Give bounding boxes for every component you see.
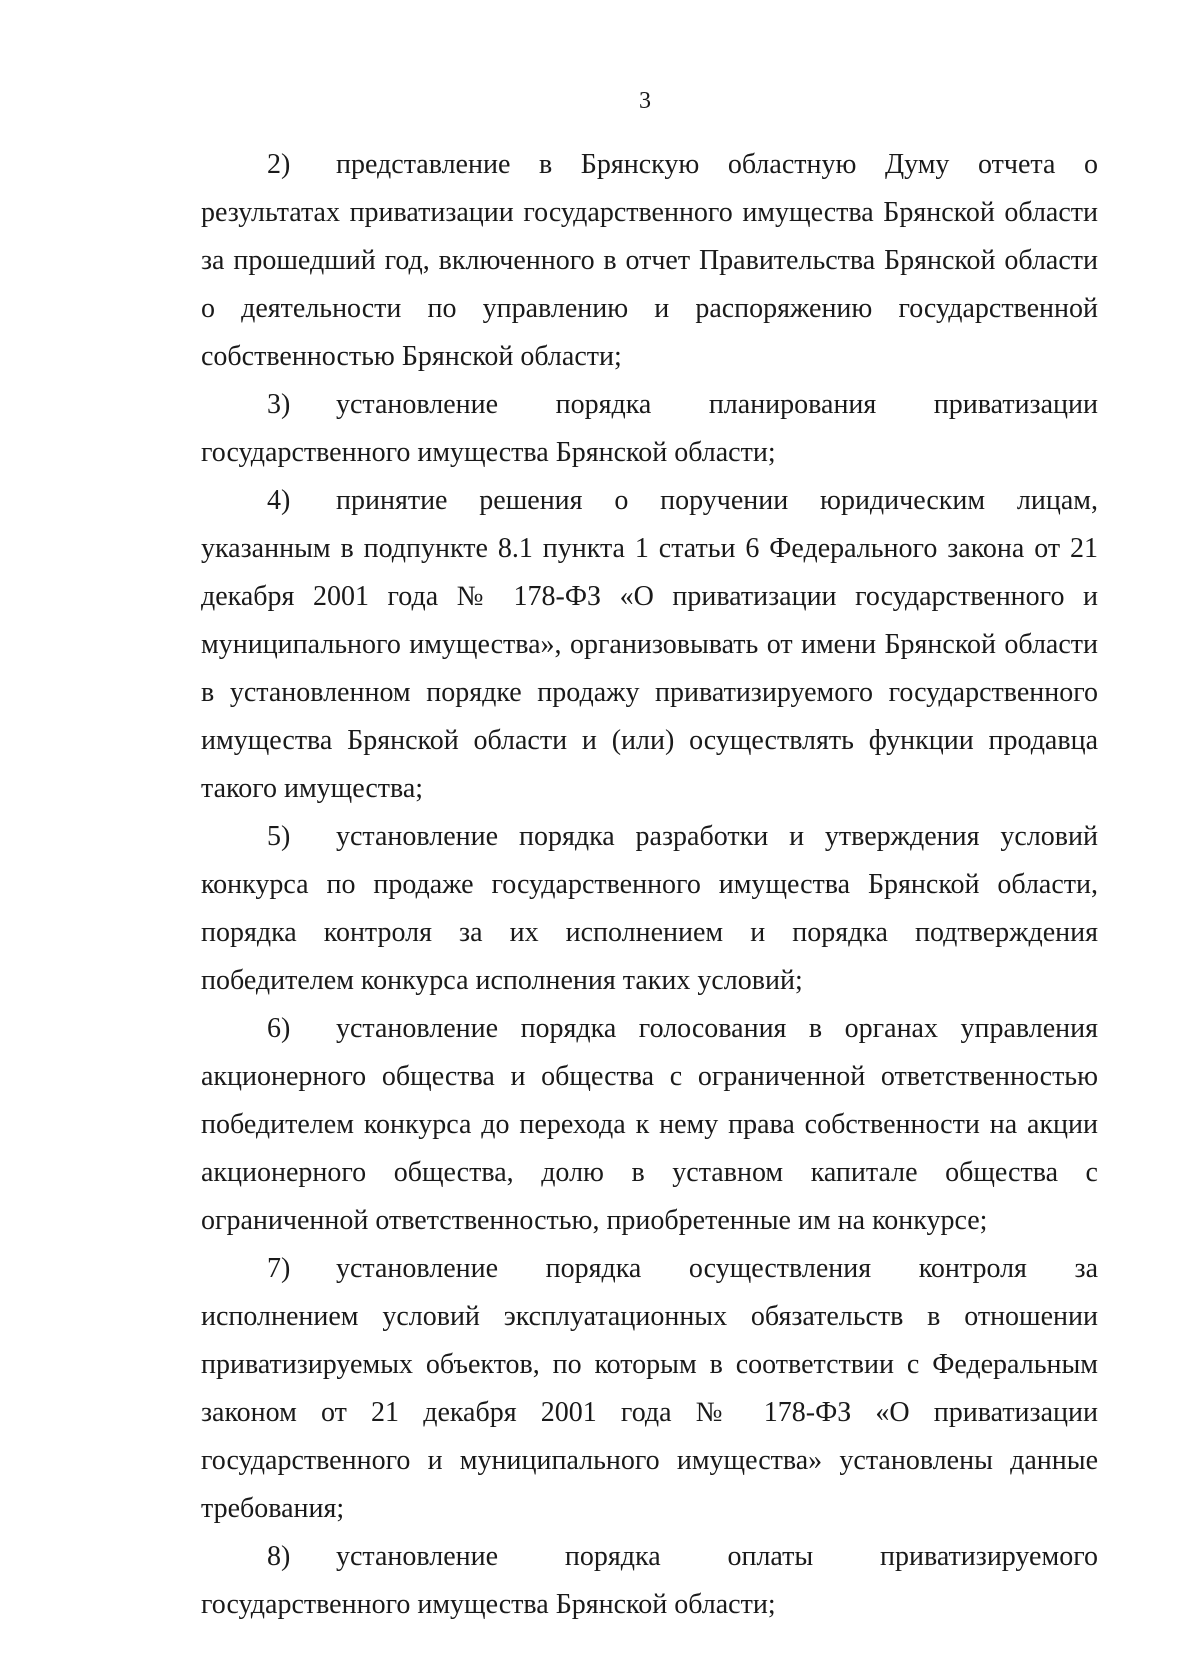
item-text: представление в Брянскую областную Думу отчета о результатах приватизации государственного имущества Брянской области за прошедший год, включенного в отчет Правительства Брянской области о деятельности по управлению и распоряжению государственной собственностью Брянской области; — [201, 149, 1098, 372]
list-item-7 — [201, 1245, 1098, 1533]
item-number: 6) — [267, 1013, 291, 1044]
item-text: установление порядка голосования в органах управления акционерного общества и общества с ограниченной ответственностью победителем конкурса до перехода к нему права собственности на акции акционерного общества, долю в уставном капитале общества с ограниченной ответственностью, приобретенные им на конкурсе; — [201, 1013, 1098, 1236]
document-body — [201, 141, 1098, 1629]
item-number: 3) — [267, 389, 291, 420]
item-text: установление порядка планирования приватизации государственного имущества Брянской области; — [201, 389, 1098, 468]
item-text: установление порядка разработки и утверждения условий конкурса по продаже государственного имущества Брянской области, порядка контроля за их исполнением и порядка подтверждения победителем конкурса исполнения таких условий; — [201, 821, 1098, 996]
page-number: 3 — [639, 88, 651, 114]
item-number: 5) — [267, 821, 291, 852]
list-item-8 — [201, 1533, 1098, 1629]
item-number: 4) — [267, 485, 291, 516]
item-text: установление порядка оплаты приватизируемого государственного имущества Брянской области; — [201, 1541, 1098, 1620]
list-item-4 — [201, 477, 1098, 813]
list-item-6 — [201, 1005, 1098, 1245]
item-number: 2) — [267, 149, 291, 180]
list-item-5 — [201, 813, 1098, 1005]
item-text: принятие решения о поручении юридическим лицам, указанным в подпункте 8.1 пункта 1 статьи 6 Федерального закона от 21 декабря 2001 года № 178-ФЗ «О приватизации государственного и муниципального имущества», организовывать от имени Брянской области в установленном порядке продажу приватизируемого государственного имущества Брянской области и (или) осуществлять функции продавца такого имущества; — [201, 485, 1098, 804]
item-number: 7) — [267, 1253, 291, 1284]
item-text: установление порядка осуществления контроля за исполнением условий эксплуатационных обязательств в отношении приватизируемых объектов, по которым в соответствии с Федеральным законом от 21 декабря 2001 года № 178-ФЗ «О приватизации государственного и муниципального имущества» установлены данные требования; — [201, 1253, 1098, 1524]
list-item-2 — [201, 141, 1098, 381]
item-number: 8) — [267, 1541, 291, 1572]
list-item-3 — [201, 381, 1098, 477]
